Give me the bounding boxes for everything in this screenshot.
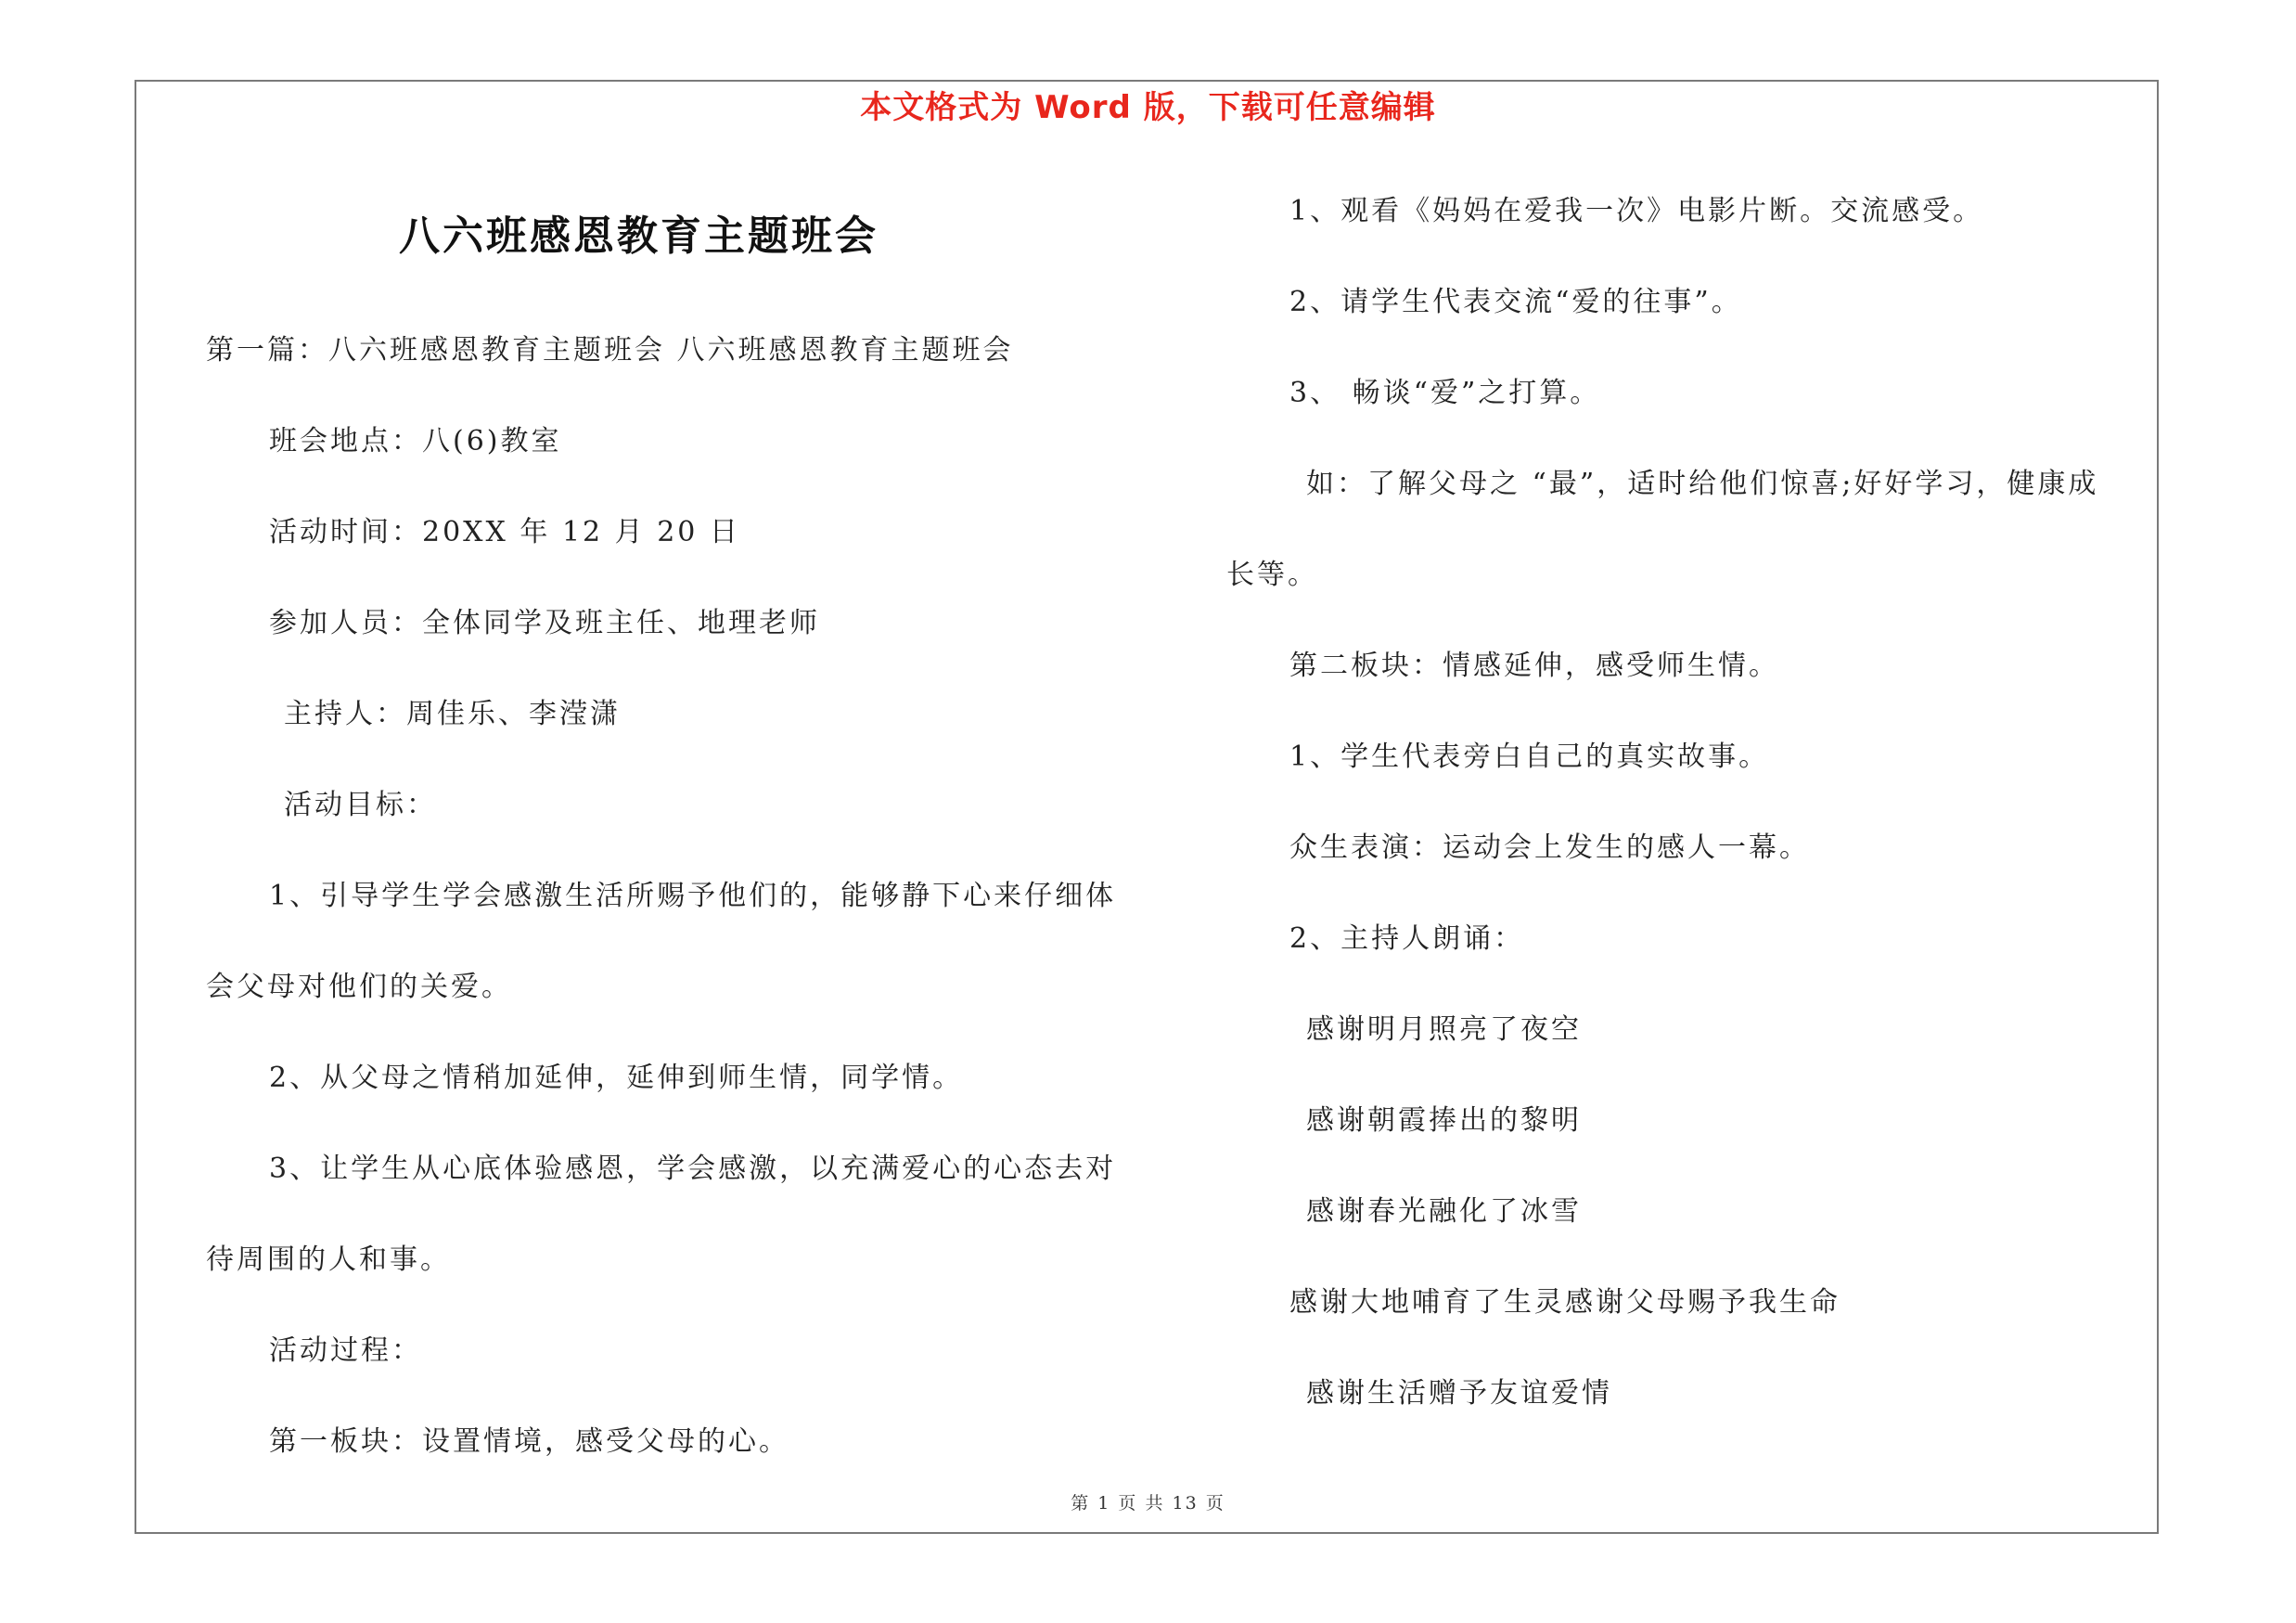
goal-2-line: 2、从父母之情稍加延伸，延伸到师生情，同学情。 [269, 1062, 964, 1094]
poem-line-3: 感谢春光融化了冰雪 [1306, 1195, 1582, 1228]
block-2-item-1: 1、学生代表旁白自己的真实故事。 [1289, 741, 1770, 773]
participants-line: 参加人员：全体同学及班主任、地理老师 [269, 607, 820, 639]
document-title: 八六班感恩教育主题班会 [399, 213, 879, 260]
example-line-b: 长等。 [1226, 559, 1318, 591]
goals-heading: 活动目标： [284, 789, 437, 821]
time-line: 活动时间：20XX 年 12 月 20 日 [269, 516, 740, 548]
goal-1-line-a: 1、引导学生学会感激生活所赐予他们的，能够静下心来仔细体 [269, 880, 1117, 912]
goal-1-line-b: 会父母对他们的关爱。 [206, 971, 512, 1003]
right-item-2: 2、请学生代表交流“爱的往事”。 [1289, 286, 1742, 318]
right-item-1: 1、观看《妈妈在爱我一次》电影片断。交流感受。 [1289, 195, 1984, 227]
intro-line: 第一篇：八六班感恩教育主题班会 八六班感恩教育主题班会 [206, 334, 1014, 367]
format-banner: 本文格式为 Word 版，下载可任意编辑 [860, 89, 1436, 126]
process-heading: 活动过程： [269, 1334, 422, 1367]
poem-line-4: 感谢大地哺育了生灵感谢父母赐予我生命 [1289, 1286, 1841, 1319]
goal-3-line-a: 3、让学生从心底体验感恩，学会感激，以充满爱心的心态去对 [269, 1153, 1117, 1185]
page-frame [135, 80, 2159, 1534]
poem-line-5: 感谢生活赠予友谊爱情 [1306, 1377, 1612, 1410]
right-item-3: 3、 畅谈“爱”之打算。 [1289, 377, 1601, 409]
location-line: 班会地点：八(6)教室 [269, 425, 562, 457]
poem-line-2: 感谢朝霞捧出的黎明 [1306, 1104, 1582, 1137]
performance-line: 众生表演：运动会上发生的感人一幕。 [1289, 831, 1810, 864]
block-1-heading: 第一板块：设置情境，感受父母的心。 [269, 1425, 789, 1458]
poem-line-1: 感谢明月照亮了夜空 [1306, 1013, 1582, 1046]
block-2-item-2: 2、主持人朗诵： [1289, 922, 1525, 955]
goal-3-line-b: 待周围的人和事。 [206, 1243, 451, 1276]
block-2-heading: 第二板块：情感延伸，感受师生情。 [1289, 650, 1779, 682]
example-line-a: 如：了解父母之 “最”，适时给他们惊喜;好好学习，健康成 [1306, 468, 2099, 500]
host-line: 主持人：周佳乐、李滢潇 [284, 698, 621, 730]
page-footer: 第 1 页 共 13 页 [1071, 1493, 1225, 1514]
